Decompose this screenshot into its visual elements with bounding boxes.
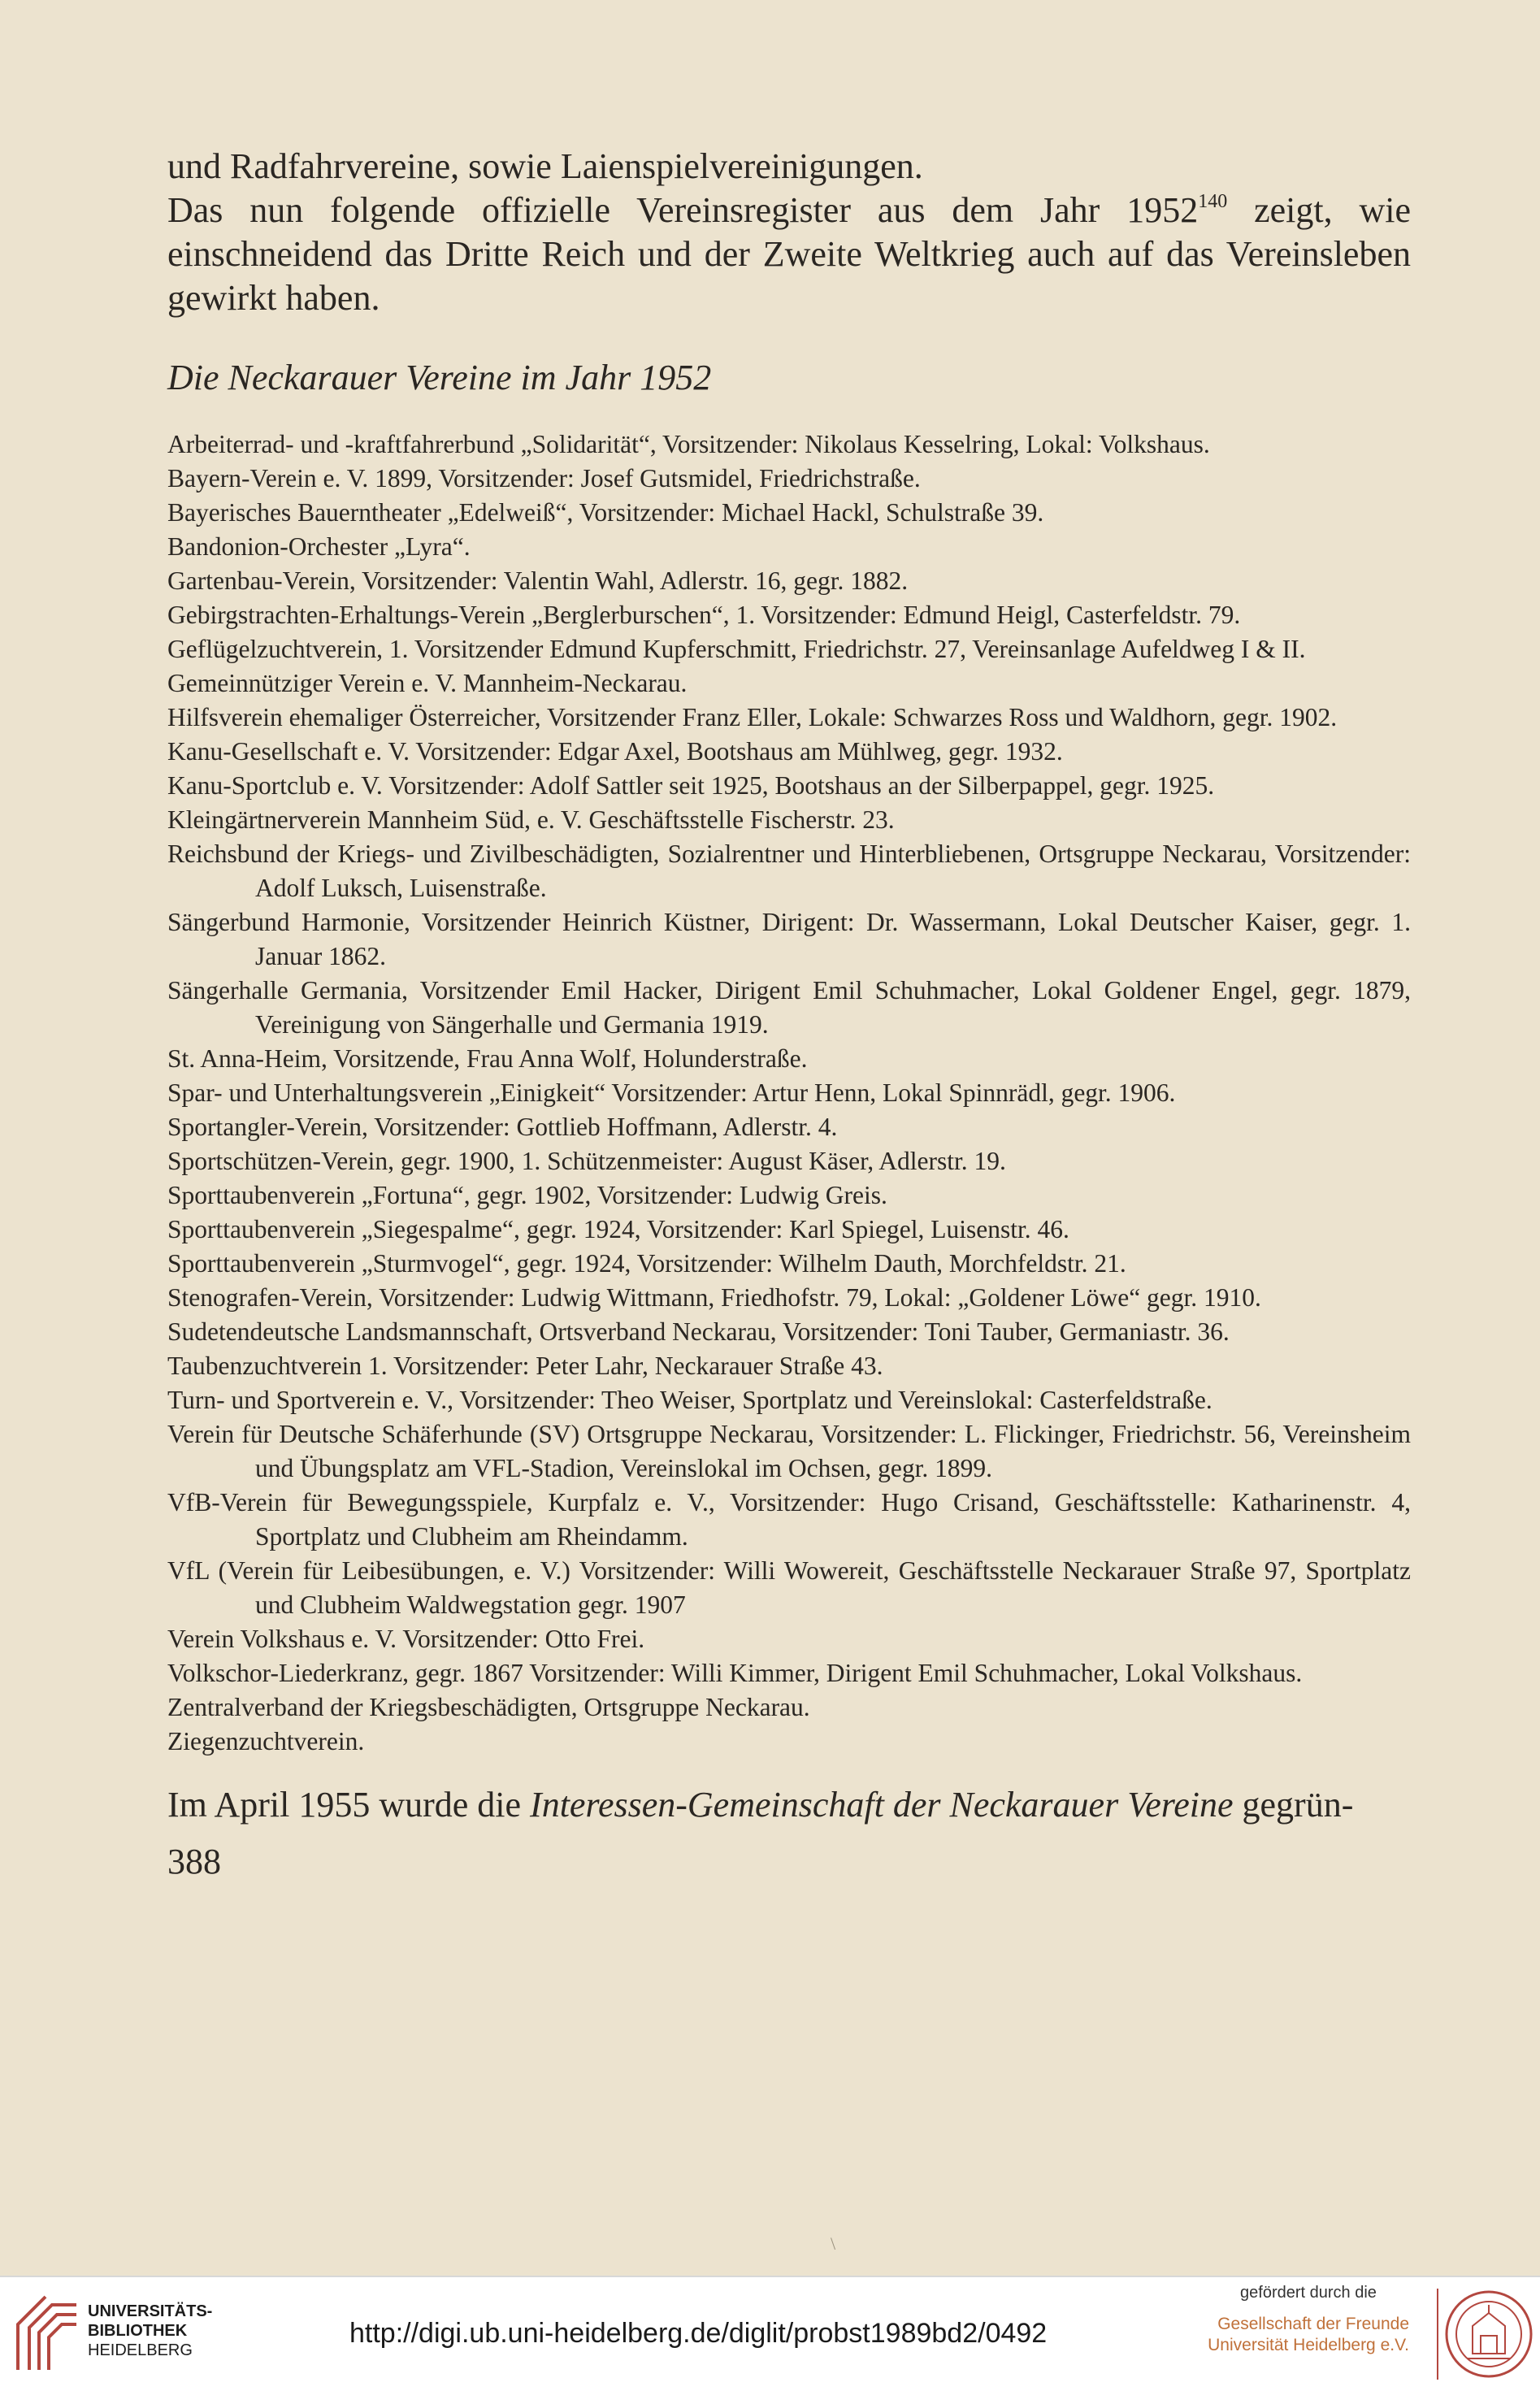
library-name-line-1: UNIVERSITÄTS- bbox=[88, 2302, 213, 2320]
club-entry: Stenografen-Verein, Vorsitzender: Ludwig Wittmann, Friedhofstr. 79, Lokal: „Goldener Löwe“ gegr. 1910. bbox=[167, 1283, 1261, 1312]
intro-paragraph bbox=[167, 145, 1411, 320]
club-entry: Sporttaubenverein „Sturmvogel“, gegr. 1924, Vorsitzender: Wilhelm Dauth, Morchfeldstr. 21. bbox=[167, 1249, 1126, 1278]
library-name bbox=[88, 2302, 212, 2360]
club-entry: Sportschützen-Verein, gegr. 1900, 1. Schützenmeister: August Käser, Adlerstr. 19. bbox=[167, 1147, 1006, 1175]
permalink-url[interactable]: http://digi.ub.uni-heidelberg.de/diglit/probst1989bd2/0492 bbox=[349, 2318, 1048, 2349]
club-list bbox=[167, 427, 1411, 1759]
university-library-logo-icon[interactable] bbox=[13, 2295, 83, 2373]
footnote-ref: 140 bbox=[1198, 191, 1228, 212]
club-entry: Kleingärtnerverein Mannheim Süd, e. V. Geschäftsstelle Fischerstr. 23. bbox=[167, 805, 895, 834]
closing-italic: Interessen-Gemeinschaft der Neckarauer Vereine bbox=[530, 1785, 1234, 1825]
club-entry: Sporttaubenverein „Siegespalme“, gegr. 1924, Vorsitzender: Karl Spiegel, Luisenstr. 46. bbox=[167, 1215, 1069, 1243]
club-entry: Sängerbund Harmonie, Vorsitzender Heinrich Küstner, Dirigent: Dr. Wassermann, Lokal Deutscher Kaiser, gegr. 1. Januar 1862. bbox=[167, 908, 1411, 970]
club-entry: Taubenzuchtverein 1. Vorsitzender: Peter Lahr, Neckarauer Straße 43. bbox=[167, 1352, 883, 1380]
sponsor-name-line-1[interactable]: Gesellschaft der Freunde bbox=[1217, 2315, 1409, 2333]
sponsor-block bbox=[1186, 2284, 1430, 2356]
intro-text: Das nun folgende offizielle Vereinsregister aus dem Jahr 1952 bbox=[167, 190, 1199, 230]
club-entry: Kanu-Gesellschaft e. V. Vorsitzender: Edgar Axel, Bootshaus am Mühlweg, gegr. 1932. bbox=[167, 737, 1063, 766]
club-entry: Ziegenzuchtverein. bbox=[167, 1727, 365, 1755]
club-entry: Sängerhalle Germania, Vorsitzender Emil Hacker, Dirigent Emil Schuhmacher, Lokal Goldener Engel, gegr. 1879, Vereinigung von Sängerhalle und Germania 1919. bbox=[167, 976, 1411, 1039]
club-entry: Bandonion-Orchester „Lyra“. bbox=[167, 532, 471, 561]
closing-paragraph bbox=[167, 1783, 1411, 1827]
library-name-line-2: BIBLIOTHEK bbox=[88, 2322, 188, 2340]
section-title: Die Neckarauer Vereine im Jahr 1952 bbox=[167, 358, 712, 397]
closing-text-end: gegrün- bbox=[1233, 1785, 1354, 1825]
club-entry: Kanu-Sportclub e. V. Vorsitzender: Adolf Sattler seit 1925, Bootshaus an der Silberpappel, gegr. 1925. bbox=[167, 771, 1215, 800]
club-entry: Gebirgstrachten-Erhaltungs-Verein „Berglerburschen“, 1. Vorsitzender: Edmund Heigl, Casterfeldstr. 79. bbox=[167, 601, 1241, 629]
club-entry: Sporttaubenverein „Fortuna“, gegr. 1902, Vorsitzender: Ludwig Greis. bbox=[167, 1181, 887, 1209]
club-entry: Verein für Deutsche Schäferhunde (SV) Ortsgruppe Neckarau, Vorsitzender: L. Flickinger, Friedrichstr. 56, Vereinsheim und Übungsplatz am VFL-Stadion, Vereinslokal im Ochsen, gegr. 1899. bbox=[167, 1420, 1411, 1482]
footer-bar bbox=[0, 2276, 1540, 2391]
page-content bbox=[167, 145, 1411, 1884]
footer-divider bbox=[1437, 2289, 1438, 2380]
club-entry: Hilfsverein ehemaliger Österreicher, Vorsitzender Franz Eller, Lokale: Schwarzes Ross und Waldhorn, gegr. 1902. bbox=[167, 703, 1338, 731]
page-number: 388 bbox=[167, 1842, 221, 1881]
club-entry: Arbeiterrad- und -kraftfahrerbund „Solidarität“, Vorsitzender: Nikolaus Kesselring, Lokal: Volkshaus. bbox=[167, 430, 1210, 458]
club-entry: Turn- und Sportverein e. V., Vorsitzender: Theo Weiser, Sportplatz und Vereinslokal: Casterfeldstraße. bbox=[167, 1386, 1212, 1414]
library-name-line-3: HEIDELBERG bbox=[88, 2341, 193, 2359]
club-entry: St. Anna-Heim, Vorsitzende, Frau Anna Wolf, Holunderstraße. bbox=[167, 1044, 808, 1073]
university-seal-icon[interactable] bbox=[1443, 2289, 1534, 2380]
club-entry: Bayerisches Bauerntheater „Edelweiß“, Vorsitzender: Michael Hackl, Schulstraße 39. bbox=[167, 498, 1044, 527]
club-entry: Volkschor-Liederkranz, gegr. 1867 Vorsitzender: Willi Kimmer, Dirigent Emil Schuhmacher, Lokal Volkshaus. bbox=[167, 1659, 1303, 1687]
club-entry: Bayern-Verein e. V. 1899, Vorsitzender: Josef Gutsmidel, Friedrichstraße. bbox=[167, 464, 921, 493]
sponsor-name-line-2[interactable]: Universität Heidelberg e.V. bbox=[1208, 2336, 1409, 2354]
club-entry: Sudetendeutsche Landsmannschaft, Ortsverband Neckarau, Vorsitzender: Toni Tauber, Germaniastr. 36. bbox=[167, 1317, 1230, 1346]
club-entry: Geflügelzuchtverein, 1. Vorsitzender Edmund Kupferschmitt, Friedrichstr. 27, Vereinsanlage Aufeldweg I & II. bbox=[167, 635, 1306, 663]
intro-line-2 bbox=[167, 189, 1411, 320]
funded-by-label: gefördert durch die bbox=[1240, 2284, 1377, 2302]
club-entry: Zentralverband der Kriegsbeschädigten, Ortsgruppe Neckarau. bbox=[167, 1693, 810, 1721]
club-entry: Spar- und Unterhaltungsverein „Einigkeit“ Vorsitzender: Artur Henn, Lokal Spinnrädl, gegr. 1906. bbox=[167, 1078, 1176, 1107]
club-entry: VfB-Verein für Bewegungsspiele, Kurpfalz e. V., Vorsitzender: Hugo Crisand, Geschäftsstelle: Katharinenstr. 4, Sportplatz und Clubheim am Rheindamm. bbox=[167, 1488, 1411, 1551]
scan-mark: \ bbox=[831, 2233, 836, 2254]
intro-text-cont: zeigt, wie einschneidend das Dritte Reich und der Zweite Weltkrieg auch auf das Vereinsleben gewirkt haben. bbox=[167, 190, 1411, 318]
club-entry: Sportangler-Verein, Vorsitzender: Gottlieb Hoffmann, Adlerstr. 4. bbox=[167, 1113, 838, 1141]
intro-line-1: und Radfahrvereine, sowie Laienspielvereinigungen. bbox=[167, 146, 923, 186]
club-entry: Gartenbau-Verein, Vorsitzender: Valentin Wahl, Adlerstr. 16, gegr. 1882. bbox=[167, 566, 909, 595]
club-entry: Verein Volkshaus e. V. Vorsitzender: Otto Frei. bbox=[167, 1625, 645, 1653]
club-entry: VfL (Verein für Leibesübungen, e. V.) Vorsitzender: Willi Wowereit, Geschäftsstelle Neckarauer Straße 97, Sportplatz und Clubheim Waldwegstation gegr. 1907 bbox=[167, 1556, 1411, 1619]
club-entry: Reichsbund der Kriegs- und Zivilbeschädigten, Sozialrentner und Hinterbliebenen, Ortsgruppe Neckarau, Vorsitzender: Adolf Luksch, Luisenstraße. bbox=[167, 840, 1411, 902]
club-entry: Gemeinnütziger Verein e. V. Mannheim-Neckarau. bbox=[167, 669, 688, 697]
closing-text: Im April 1955 wurde die bbox=[167, 1785, 531, 1825]
